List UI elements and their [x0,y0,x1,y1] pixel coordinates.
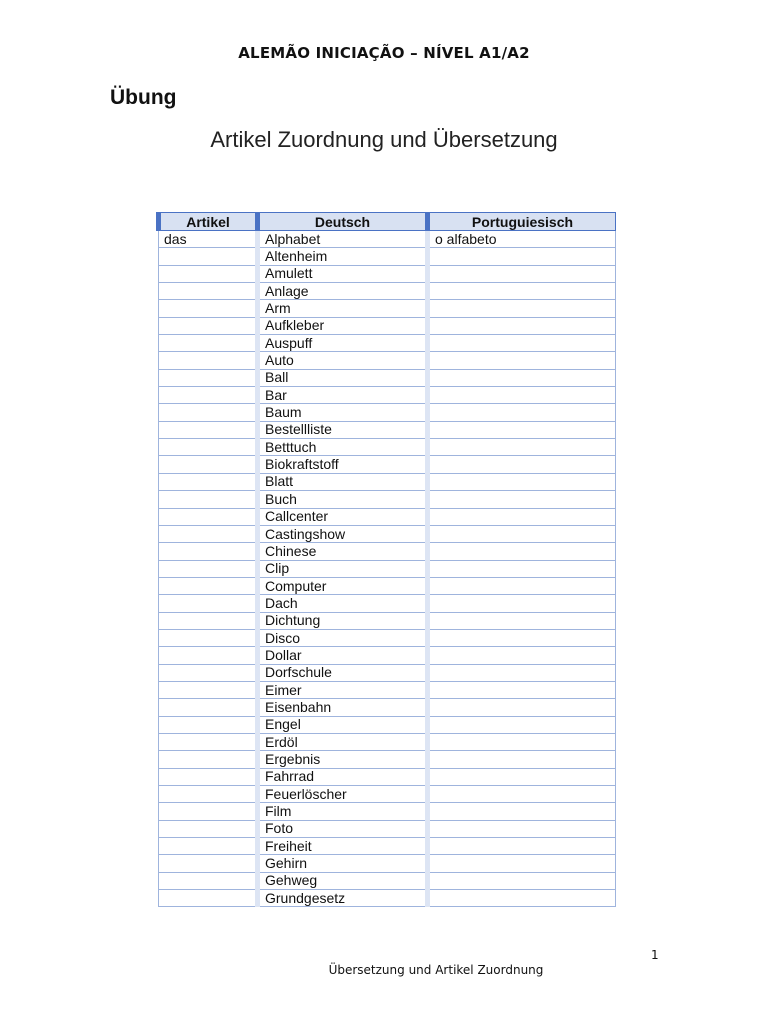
table-row [159,248,616,265]
portugiesisch-cell[interactable] [428,577,616,594]
table-row [159,543,616,560]
portugiesisch-cell[interactable] [428,595,616,612]
portugiesisch-cell[interactable] [428,629,616,646]
deutsch-cell[interactable]: Auspuff [258,335,428,352]
deutsch-cell[interactable]: Film [258,803,428,820]
deutsch-cell[interactable]: Dollar [258,647,428,664]
table-row [159,751,616,768]
table-row [159,231,616,248]
table-body [159,231,616,907]
portugiesisch-cell[interactable] [428,387,616,404]
deutsch-cell[interactable]: Freiheit [258,838,428,855]
deutsch-cell[interactable]: Baum [258,404,428,421]
deutsch-cell[interactable]: Ball [258,369,428,386]
deutsch-cell[interactable]: Biokraftstoff [258,456,428,473]
artikel-cell[interactable] [159,421,258,438]
portugiesisch-cell[interactable] [428,890,616,907]
table-row [159,595,616,612]
artikel-cell[interactable] [159,577,258,594]
table-row [159,838,616,855]
portugiesisch-cell[interactable] [428,699,616,716]
artikel-cell[interactable] [159,352,258,369]
artikel-cell[interactable] [159,456,258,473]
artikel-cell[interactable] [159,786,258,803]
column-header-deutsch: Deutsch [258,213,428,231]
deutsch-cell[interactable]: Clip [258,560,428,577]
artikel-cell[interactable] [159,612,258,629]
artikel-cell[interactable] [159,369,258,386]
deutsch-cell[interactable]: Foto [258,820,428,837]
portugiesisch-cell[interactable] [428,647,616,664]
deutsch-cell[interactable]: Arm [258,300,428,317]
portugiesisch-cell[interactable] [428,838,616,855]
deutsch-cell[interactable]: Auto [258,352,428,369]
deutsch-cell[interactable]: Computer [258,577,428,594]
portugiesisch-cell[interactable] [428,265,616,282]
vocabulary-table [156,212,616,907]
portugiesisch-cell[interactable]: o alfabeto [428,231,616,248]
artikel-cell[interactable] [159,820,258,837]
portugiesisch-cell[interactable] [428,664,616,681]
table-row [159,335,616,352]
portugiesisch-cell[interactable] [428,612,616,629]
table-row [159,508,616,525]
portugiesisch-cell[interactable] [428,352,616,369]
table-row [159,699,616,716]
deutsch-cell[interactable]: Betttuch [258,439,428,456]
deutsch-cell[interactable]: Disco [258,629,428,646]
deutsch-cell[interactable]: Castingshow [258,525,428,542]
artikel-cell[interactable] [159,872,258,889]
deutsch-cell[interactable]: Alphabet [258,231,428,248]
table-header-row [159,213,616,231]
artikel-cell[interactable] [159,560,258,577]
deutsch-cell[interactable]: Blatt [258,473,428,490]
artikel-cell[interactable] [159,265,258,282]
portugiesisch-cell[interactable] [428,751,616,768]
artikel-cell[interactable] [159,681,258,698]
portugiesisch-cell[interactable] [428,473,616,490]
deutsch-cell[interactable]: Engel [258,716,428,733]
table-row [159,803,616,820]
table-row [159,820,616,837]
artikel-cell[interactable] [159,647,258,664]
artikel-cell[interactable] [159,525,258,542]
table-row [159,456,616,473]
artikel-cell[interactable] [159,733,258,750]
table-row [159,369,616,386]
portugiesisch-cell[interactable] [428,248,616,265]
deutsch-cell[interactable]: Fahrrad [258,768,428,785]
portugiesisch-cell[interactable] [428,786,616,803]
deutsch-cell[interactable]: Dichtung [258,612,428,629]
artikel-cell[interactable] [159,317,258,334]
page-footer: Übersetzung und Artikel Zuordnung [328,963,544,977]
table-row [159,855,616,872]
portugiesisch-cell[interactable] [428,404,616,421]
deutsch-cell[interactable]: Amulett [258,265,428,282]
deutsch-cell[interactable]: Callcenter [258,508,428,525]
portugiesisch-cell[interactable] [428,820,616,837]
artikel-cell[interactable] [159,716,258,733]
table-row [159,421,616,438]
artikel-cell[interactable] [159,838,258,855]
portugiesisch-cell[interactable] [428,681,616,698]
portugiesisch-cell[interactable] [428,335,616,352]
artikel-cell[interactable] [159,491,258,508]
table-row [159,872,616,889]
table-row [159,647,616,664]
artikel-cell[interactable] [159,473,258,490]
artikel-cell[interactable] [159,595,258,612]
table-row [159,283,616,300]
column-header-portuguiesisch: Portuguiesisch [428,213,616,231]
deutsch-cell[interactable]: Aufkleber [258,317,428,334]
table-row [159,300,616,317]
artikel-cell[interactable] [159,768,258,785]
table-row [159,265,616,282]
artikel-cell[interactable] [159,664,258,681]
artikel-cell[interactable] [159,439,258,456]
table-row [159,768,616,785]
portugiesisch-cell[interactable] [428,456,616,473]
portugiesisch-cell[interactable] [428,283,616,300]
table-row [159,664,616,681]
artikel-cell[interactable] [159,803,258,820]
artikel-cell[interactable] [159,508,258,525]
table-row [159,387,616,404]
table-row [159,404,616,421]
table-row [159,491,616,508]
artikel-cell[interactable] [159,855,258,872]
table-row [159,317,616,334]
artikel-cell[interactable] [159,543,258,560]
portugiesisch-cell[interactable] [428,872,616,889]
deutsch-cell[interactable]: Feuerlöscher [258,786,428,803]
section-label: Übung [110,86,177,109]
table-row [159,612,616,629]
deutsch-cell[interactable]: Erdöl [258,733,428,750]
deutsch-cell[interactable]: Anlage [258,283,428,300]
table-row [159,890,616,907]
deutsch-cell[interactable]: Buch [258,491,428,508]
portugiesisch-cell[interactable] [428,317,616,334]
table-row [159,629,616,646]
portugiesisch-cell[interactable] [428,525,616,542]
table-row [159,560,616,577]
deutsch-cell[interactable]: Gehirn [258,855,428,872]
exercise-title: Artikel Zuordnung und Übersetzung [210,127,558,152]
artikel-cell[interactable] [159,890,258,907]
portugiesisch-cell[interactable] [428,768,616,785]
deutsch-cell[interactable]: Bar [258,387,428,404]
table-row [159,352,616,369]
table-row [159,439,616,456]
portugiesisch-cell[interactable] [428,421,616,438]
table-row [159,786,616,803]
page-number: 1 [651,948,659,962]
portugiesisch-cell[interactable] [428,369,616,386]
deutsch-cell[interactable]: Eisenbahn [258,699,428,716]
table-row [159,733,616,750]
deutsch-cell[interactable]: Eimer [258,681,428,698]
portugiesisch-cell[interactable] [428,508,616,525]
artikel-cell[interactable] [159,629,258,646]
artikel-cell[interactable]: das [159,231,258,248]
portugiesisch-cell[interactable] [428,300,616,317]
deutsch-cell[interactable]: Dach [258,595,428,612]
table-row [159,525,616,542]
table-row [159,681,616,698]
column-header-artikel: Artikel [159,213,258,231]
deutsch-cell[interactable]: Bestellliste [258,421,428,438]
artikel-cell[interactable] [159,699,258,716]
portugiesisch-cell[interactable] [428,716,616,733]
artikel-cell[interactable] [159,751,258,768]
portugiesisch-cell[interactable] [428,543,616,560]
portugiesisch-cell[interactable] [428,733,616,750]
deutsch-cell[interactable]: Grundgesetz [258,890,428,907]
table-row [159,577,616,594]
deutsch-cell[interactable]: Ergebnis [258,751,428,768]
deutsch-cell[interactable]: Chinese [258,543,428,560]
deutsch-cell[interactable]: Gehweg [258,872,428,889]
document-header: ALEMÃO INICIAÇÃO – NÍVEL A1/A2 [238,44,530,62]
portugiesisch-cell[interactable] [428,855,616,872]
portugiesisch-cell[interactable] [428,439,616,456]
portugiesisch-cell[interactable] [428,491,616,508]
table-row [159,716,616,733]
artikel-cell[interactable] [159,248,258,265]
portugiesisch-cell[interactable] [428,560,616,577]
artikel-cell[interactable] [159,283,258,300]
portugiesisch-cell[interactable] [428,803,616,820]
table-row [159,473,616,490]
deutsch-cell[interactable]: Dorfschule [258,664,428,681]
deutsch-cell[interactable]: Altenheim [258,248,428,265]
artikel-cell[interactable] [159,300,258,317]
artikel-cell[interactable] [159,404,258,421]
artikel-cell[interactable] [159,335,258,352]
artikel-cell[interactable] [159,387,258,404]
